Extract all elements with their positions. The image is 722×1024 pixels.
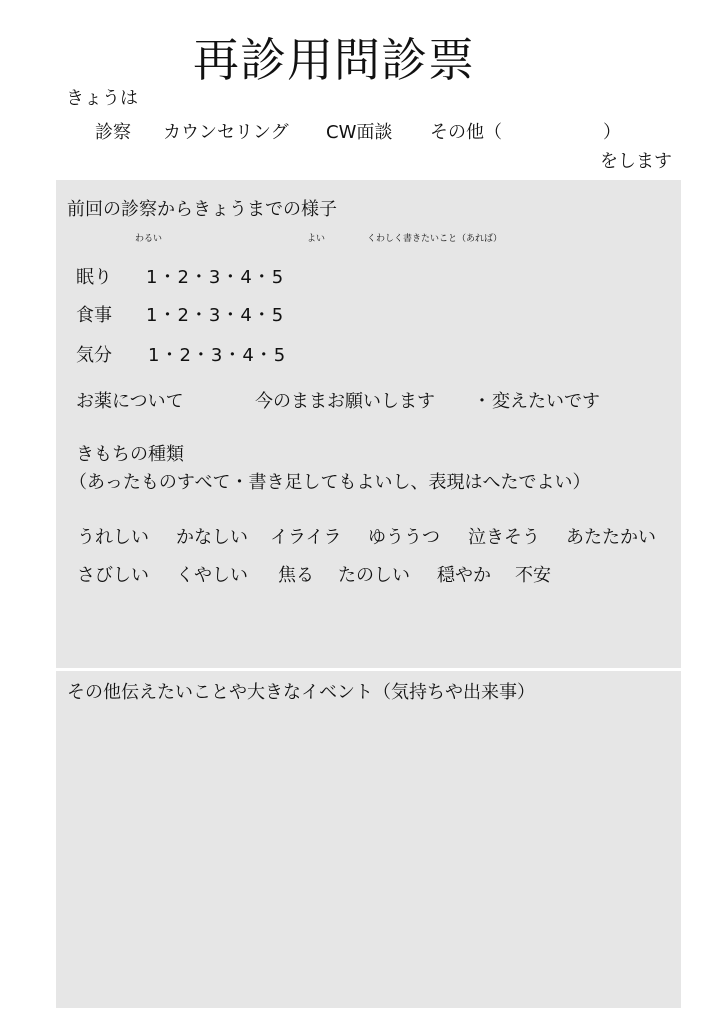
feeling-atatakai[interactable]: あたたかい: [566, 527, 656, 548]
feelings-heading: きもちの種類: [76, 444, 184, 465]
medicine-choice-keep[interactable]: 今のままお願いします: [255, 391, 435, 412]
notes-panel[interactable]: [56, 671, 681, 1008]
section1-heading: 前回の診察からきょうまでの様子: [67, 199, 337, 220]
feeling-kanashii[interactable]: かなしい: [176, 527, 248, 548]
section2-heading: その他伝えたいことや大きなイベント（気持ちや出来事）: [67, 682, 535, 703]
option-other[interactable]: その他（: [430, 122, 502, 143]
feeling-fuan[interactable]: 不安: [515, 565, 551, 586]
feeling-sabishii[interactable]: さびしい: [77, 565, 149, 586]
scale-label-bad: わるい: [135, 234, 163, 244]
option-other-close: ）: [603, 122, 621, 143]
feelings-note: （あったものすべて・書き足してもよいし、表現はへたでよい）: [69, 472, 591, 493]
intro-suffix: をします: [600, 151, 672, 172]
feeling-ureshii[interactable]: うれしい: [77, 527, 149, 548]
rating-scale-mood[interactable]: 1・2・3・4・5: [148, 345, 287, 366]
scale-label-detail: くわしく書きたいこと（あれば）: [367, 234, 503, 244]
rating-label-meal: 食事: [76, 305, 112, 326]
page-title: 再診用問診票: [193, 33, 475, 87]
feeling-kuyashii[interactable]: くやしい: [176, 565, 248, 586]
rating-label-sleep: 眠り: [76, 267, 112, 288]
medicine-separator: ・: [473, 391, 491, 412]
feeling-odayaka[interactable]: 穏やか: [437, 565, 491, 586]
feeling-iraira[interactable]: イライラ: [270, 527, 342, 548]
medicine-label: お薬について: [76, 391, 184, 412]
option-shinsatsu[interactable]: 診察: [95, 122, 131, 143]
feeling-tanoshii[interactable]: たのしい: [338, 565, 410, 586]
today-label: きょうは: [66, 88, 138, 109]
rating-label-mood: 気分: [76, 345, 112, 366]
rating-scale-meal[interactable]: 1・2・3・4・5: [146, 305, 285, 326]
option-counseling[interactable]: カウンセリング: [163, 122, 289, 143]
medicine-choice-change[interactable]: 変えたいです: [492, 391, 600, 412]
feeling-yuuutsu[interactable]: ゆううつ: [368, 527, 440, 548]
scale-label-good: よい: [307, 234, 326, 244]
condition-panel: [56, 180, 681, 668]
option-cw-interview[interactable]: CW面談: [326, 122, 393, 143]
feeling-aseru[interactable]: 焦る: [278, 565, 314, 586]
feeling-nakisou[interactable]: 泣きそう: [468, 527, 540, 548]
rating-scale-sleep[interactable]: 1・2・3・4・5: [146, 267, 285, 288]
